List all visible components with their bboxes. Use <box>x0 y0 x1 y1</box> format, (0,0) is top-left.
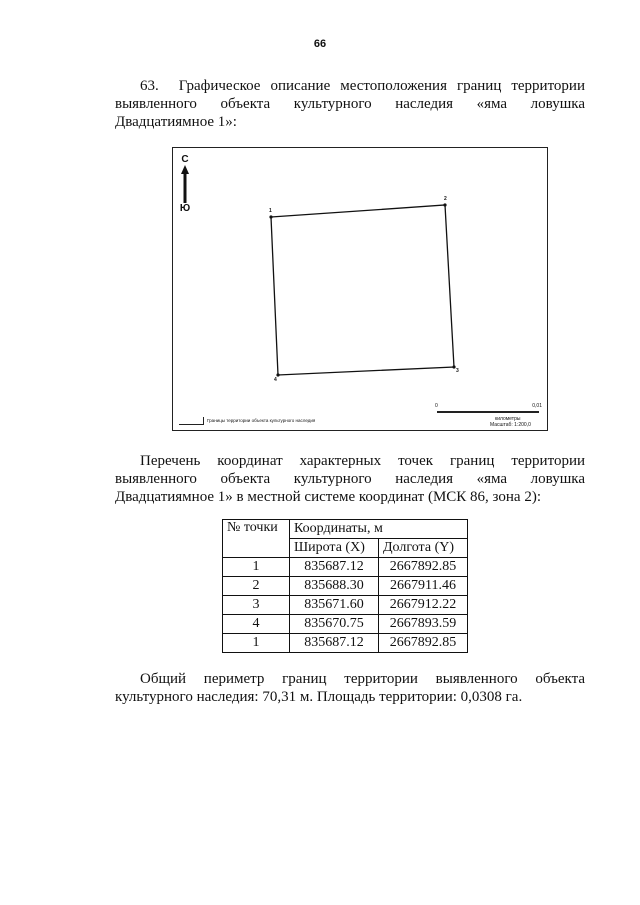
table-row <box>223 615 468 634</box>
scale-ratio: Масштаб: 1:200,0 <box>490 422 531 428</box>
cell-point: 2 <box>223 577 290 596</box>
cell-x: 835687.12 <box>290 634 379 653</box>
boundary-map <box>172 147 548 431</box>
table-row <box>223 596 468 615</box>
point-label-4: 4 <box>274 377 277 383</box>
table-row <box>223 577 468 596</box>
section-number: 63. <box>140 78 159 94</box>
cell-y: 2667892.85 <box>379 634 468 653</box>
cell-y: 2667893.59 <box>379 615 468 634</box>
summary-text: Общий периметр границ территории выявленного объекта культурного наследия: 70,31 м. Площадь территории: 0,0308 га. <box>115 671 585 705</box>
boundary-point-2 <box>443 203 446 206</box>
cell-x: 835687.12 <box>290 558 379 577</box>
table-row <box>223 558 468 577</box>
section-heading-paragraph <box>115 77 585 131</box>
section-text: Графическое описание местоположения границ территории выявленного объекта культурного наследия «яма ловушка Двадцатиямное 1»: <box>115 78 585 130</box>
cell-y: 2667911.46 <box>379 577 468 596</box>
header-x: Широта (X) <box>290 539 379 558</box>
table-header-row <box>223 520 468 539</box>
cell-point: 1 <box>223 634 290 653</box>
scale-start: 0 <box>435 403 438 409</box>
scale-line <box>437 411 539 413</box>
legend-line-icon <box>179 417 204 425</box>
boundary-polygon <box>173 148 549 432</box>
cell-point: 1 <box>223 558 290 577</box>
cell-x: 835688.30 <box>290 577 379 596</box>
north-label: С <box>181 154 189 165</box>
coordinates-intro-paragraph <box>115 452 585 506</box>
map-legend <box>179 416 379 426</box>
header-point: № точки <box>223 520 290 558</box>
point-label-3: 3 <box>456 368 459 374</box>
cell-x: 835670.75 <box>290 615 379 634</box>
scale-unit: километры <box>495 416 521 422</box>
coordinates-intro-text: Перечень координат характерных точек границ территории выявленного объекта культурного наследия «яма ловушка Двадцатиямное 1» в местной системе координат (МСК 86, зона 2): <box>115 453 585 505</box>
cell-y: 2667912.22 <box>379 596 468 615</box>
summary-paragraph <box>115 670 585 706</box>
point-label-2: 2 <box>444 196 447 202</box>
cell-y: 2667892.85 <box>379 558 468 577</box>
cell-point: 4 <box>223 615 290 634</box>
coordinates-table <box>222 519 468 653</box>
south-label: Ю <box>179 203 191 214</box>
scale-bar <box>435 403 545 429</box>
point-label-1: 1 <box>269 208 272 214</box>
legend-text: Границы территории объекта культурного наследия <box>207 418 316 423</box>
cell-point: 3 <box>223 596 290 615</box>
boundary-point-1 <box>269 215 272 218</box>
header-coordinates: Координаты, м <box>290 520 468 539</box>
cell-x: 835671.60 <box>290 596 379 615</box>
header-y: Долгота (Y) <box>379 539 468 558</box>
scale-end: 0,01 <box>532 403 542 409</box>
page-number: 66 <box>313 38 327 50</box>
table-row <box>223 634 468 653</box>
